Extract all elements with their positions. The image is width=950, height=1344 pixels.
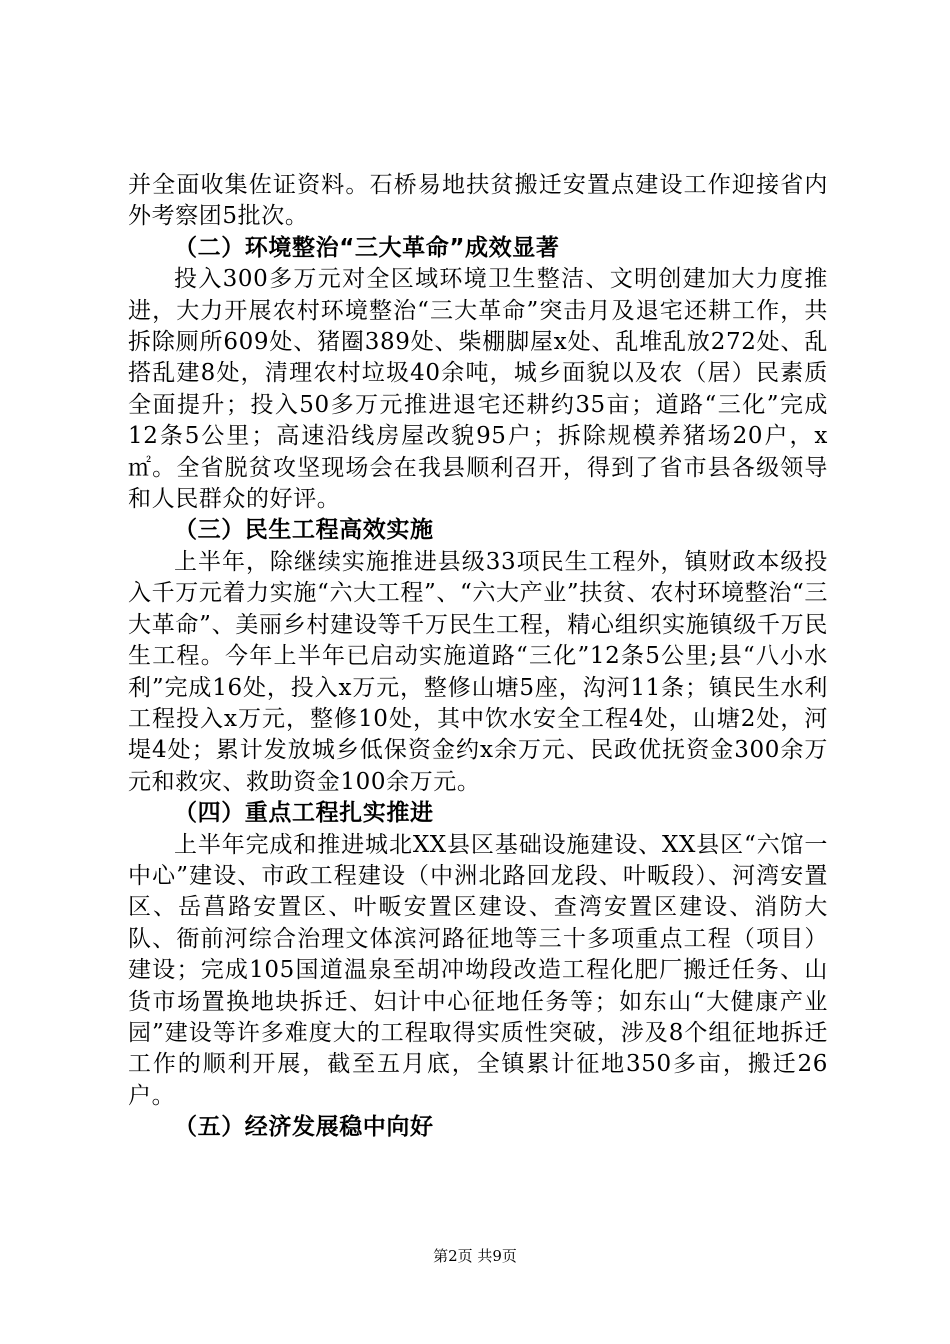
paragraph-livelihood: 上半年，除继续实施推进县级33项民生工程外，镇财政本级投入千万元着力实施“六大工程”、“六大产业”扶贫、农村环境整治“三大革命”、美丽乡村建设等千万民生工程，精心组织实施镇级千万民生工程。今年上半年已启动实施道路“三化”12条5公里;县“八小水利”完成16处，投入x万元，整修山塘5座，沟河11条；镇民生水利工程投入x万元，整修10处，其中饮水安全工程4处，山塘2处，河堤4处；累计发放城乡低保资金约x余万元、民政优抚资金300余万元和救灾、救助资金100余万元。 xyxy=(128,548,828,795)
paragraph-continuation: 并全面收集佐证资料。石桥易地扶贫搬迁安置点建设工作迎接省内外考察团5批次。 xyxy=(128,172,828,230)
page-footer: 第2页 共9页 xyxy=(433,1247,517,1265)
document-body xyxy=(128,170,828,1144)
section-heading-environment: （二）环境整治“三大革命”成效显著 xyxy=(174,234,560,261)
section-heading-livelihood: （三）民生工程高效实施 xyxy=(174,517,434,544)
section-heading-economy: （五）经济发展稳中向好 xyxy=(174,1114,434,1141)
paragraph-environment: 投入300多万元对全区域环境卫生整洁、文明创建加大力度推进，大力开展农村环境整治“三大革命”突击月及退宅还耕工作，共拆除厕所609处、猪圈389处、柴棚脚屋x处、乱堆乱放272处、乱搭乱建8处，清理农村垃圾40余吨，城乡面貌以及农（居）民素质全面提升；投入50多万元推进退宅还耕约35亩；道路“三化”完成12条5公里；高速沿线房屋改貌95户；拆除规模养猪场20户，x㎡。全省脱贫攻坚现场会在我县顺利召开，得到了省市县各级领导和人民群众的好评。 xyxy=(128,266,828,513)
section-heading-key-projects: （四）重点工程扎实推进 xyxy=(174,800,434,827)
paragraph-key-projects: 上半年完成和推进城北XX县区基础设施建设、XX县区“六馆一中心”建设、市政工程建设（中洲北路回龙段、叶畈段）、河湾安置区、岳菖路安置区、叶畈安置区建设、查湾安置区建设、消防大队、衙前河综合治理文体滨河路征地等三十多项重点工程（项目）建设；完成105国道温泉至胡冲坳段改造工程化肥厂搬迁任务、山货市场置换地块拆迁、妇计中心征地任务等；如东山“大健康产业园”建设等许多难度大的工程取得实质性突破，涉及8个组征地拆迁工作的顺利开展，截至五月底，全镇累计征地350多亩，搬迁26户。 xyxy=(128,831,828,1109)
